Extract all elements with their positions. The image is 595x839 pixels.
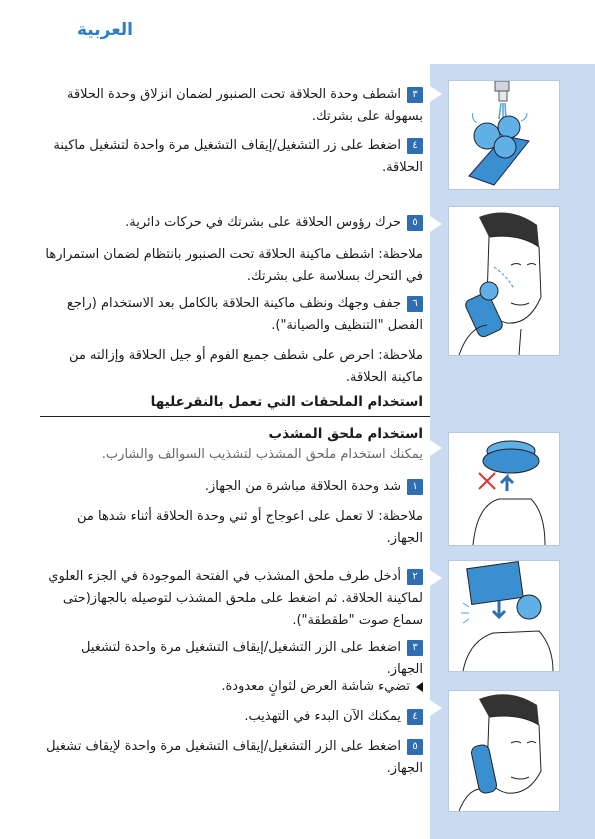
step-text: اضغط على زر التشغيل/إيقاف التشغيل مرة واحدة لتشغيل ماكينة الحلاقة. (53, 138, 423, 175)
trimmer-subheading: استخدام ملحق المشذب (268, 426, 423, 442)
step-3-switch-on (43, 637, 423, 681)
step-text: جفف وجهك ونظف ماكينة الحلاقة بالكامل بعد الاستخدام (راجع الفصل "التنظيف والصيانة"). (66, 296, 423, 333)
tap-water-icon (448, 80, 560, 190)
language-title: العربية (76, 20, 133, 40)
step-number: ٢ (407, 569, 423, 585)
step-number: ٤ (407, 138, 423, 154)
step-5-switch-off (43, 736, 423, 780)
step-text: حرك رؤوس الحلاقة على بشرتك في حركات دائرية. (125, 215, 401, 230)
step-text: اضغط على الزر التشغيل/إيقاف التشغيل مرة واحدة لإيقاف تشغيل الجهاز. (46, 739, 423, 776)
note-foam: ملاحظة: احرص على شطف جميع الفوم أو جيل الحلاقة وإزالته من ماكينة الحلاقة. (69, 348, 423, 385)
step-2-insert-trimmer (43, 566, 423, 632)
figure-pointer (430, 216, 442, 232)
trimmer-attach-icon (448, 560, 560, 672)
step-number: ٦ (407, 296, 423, 312)
face-shaving-icon (448, 206, 560, 356)
figure-pointer (430, 700, 442, 716)
step-number: ١ (407, 479, 423, 495)
trimmer-face-icon (448, 690, 560, 812)
step-text: شد وحدة الحلاقة مباشرة من الجهاز. (204, 479, 401, 494)
figure-pointer (430, 570, 442, 586)
step-text: يمكنك الآن البدء في التهذيب. (244, 709, 401, 724)
section-heading: استخدام الملحقات التي تعمل بالنقرعليها (150, 394, 423, 410)
step-number: ٤ (407, 709, 423, 725)
note-rinse: ملاحظة: اشطف ماكينة الحلاقة تحت الصنبور بانتظام لضمان استمرارها في التحرك بسلاسة على بشرتك. (45, 247, 423, 284)
step-text: أدخل طرف ملحق المشذب في الفتحة الموجودة في الجزء العلوي لماكينة الحلاقة. ثم اضغط على ملحق المشذب لتوصيله بالجهاز(حتى سماع صوت "طقطقة"). (48, 569, 423, 628)
display-lights-bullet (43, 676, 423, 698)
trimmer-intro: يمكنك استخدام ملحق المشذب لتشذيب السوالف والشارب. (101, 447, 423, 462)
section-divider (40, 416, 430, 417)
step-number: ٥ (407, 739, 423, 755)
step-text: اضغط على الزر التشغيل/إيقاف التشغيل مرة واحدة لتشغيل الجهاز. (80, 640, 423, 677)
figure-pointer (430, 440, 442, 456)
note-no-twist: ملاحظة: لا تعمل على اعوجاج أو ثني وحدة الحلاقة أثناء شدها من الجهاز. (77, 509, 423, 546)
step-number: ٣ (407, 640, 423, 656)
step-4-switch-on (43, 135, 423, 179)
bullet-text: تضيء شاشة العرض لثوانٍ معدودة. (221, 679, 410, 694)
step-3-rinse (43, 84, 423, 128)
step-6-dry-clean (43, 293, 423, 337)
step-4-start-trimming (43, 706, 423, 728)
shaving-head-removal-icon (448, 432, 560, 546)
figure-pointer (430, 86, 442, 102)
step-text: اشطف وحدة الحلاقة تحت الصنبور لضمان انزلاق وحدة الحلاقة بسهولة على بشرتك. (66, 87, 423, 124)
bullet-icon (416, 682, 423, 692)
step-1-pull-head (43, 476, 423, 498)
step-5-circular-motion (43, 212, 423, 234)
step-number: ٣ (407, 87, 423, 103)
step-number: ٥ (407, 215, 423, 231)
